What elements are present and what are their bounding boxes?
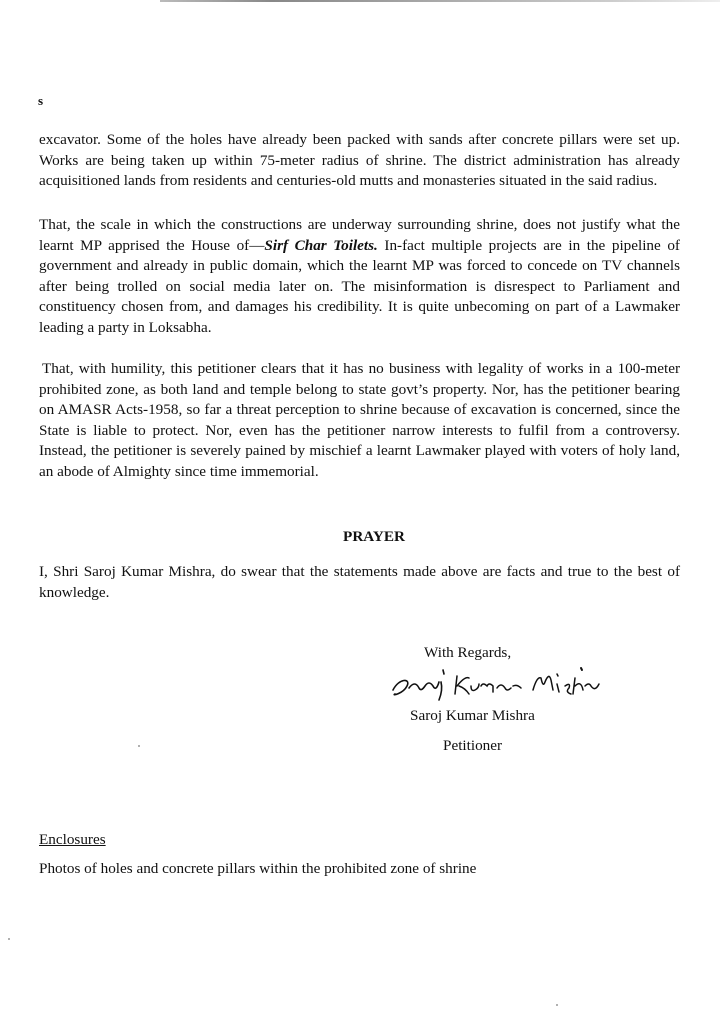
paragraph-text: In-fact multiple projects are in the pipeline of government and already in public domain, which the learnt MP was forced to concede on TV channels after being trolled on social media later on. The misinformation is disrespect to Parliament and constituency chosen from, and damages his credibility. It is quite unbecoming on part of a Lawmaker leading a party in Loksabha. — [39, 236, 680, 336]
paragraph-excavation: excavator. Some of the holes have already been packed with sands after concrete pillars were set up. Works are being taken up within 75-meter radius of shrine. The district administration has already acquisitioned lands from residents and centuries-old mutts and monasteries situated in the said radius. — [39, 131, 680, 189]
prayer-statement: I, Shri Saroj Kumar Mishra, do swear that the statements made above are facts and true to the best of knowledge. — [39, 563, 680, 601]
scan-speck — [138, 745, 140, 747]
signer-role: Petitioner — [443, 737, 503, 754]
scan-edge-artifact — [160, 0, 720, 2]
enclosure-item: Photos of holes and concrete pillars within the prohibited zone of shrine — [39, 860, 477, 877]
signer-name: Saroj Kumar Mishra — [410, 707, 535, 724]
paragraph-humility: That, with humility, this petitioner clears that it has no business with legality of works in a 100-meter prohibited zone, as both land and temple belong to state govt’s property. Nor, has the petitioner bearing on AMASR Acts-1958, so far a threat perception to shrine because of excavation is concerned, since the State is liable to protect. Nor, even has the petitioner narrow interests to fulfil from a controversy. Instead, the petitioner is severely pained by mischief a learnt Lawmaker played with voters of holy land, an abode of Almighty since time immemorial. — [39, 360, 680, 480]
scan-speck — [556, 1004, 558, 1006]
enclosures-heading: Enclosures — [39, 831, 106, 848]
handwritten-signature — [385, 664, 625, 704]
paragraph-scale-of-construction — [39, 215, 680, 338]
emphasis-quote: Sirf Char Toilets. — [264, 236, 378, 254]
closing-regards: With Regards, — [424, 644, 512, 661]
page-mark: s — [38, 93, 44, 108]
paragraph-text: That, the scale in which the constructions are underway surrounding shrine, does not justify what the learnt MP apprised the House of— — [39, 216, 680, 254]
scan-speck — [8, 938, 10, 940]
prayer-heading: PRAYER — [343, 528, 405, 545]
